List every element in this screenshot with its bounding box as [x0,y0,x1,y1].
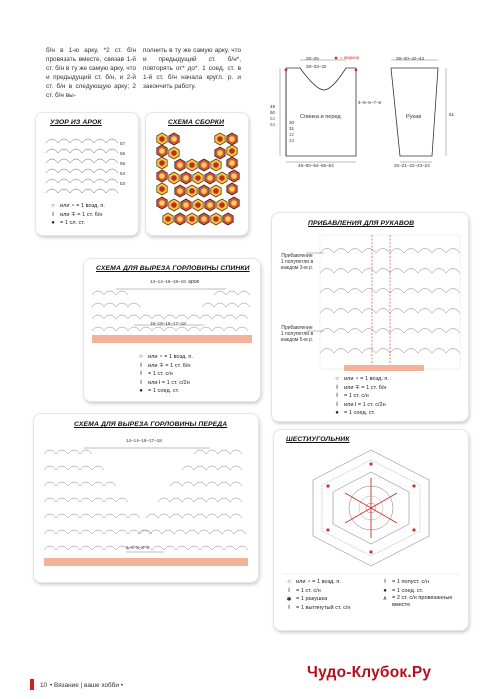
legend-row: ● = 1 соед. ст. [330,409,389,418]
sleeve-length: 51 [449,112,455,117]
shell-icon: ✱ [286,596,292,603]
text-column-2: полнить в ту же самую арку, что и предыдущий ст. б/н*, повторять от* до*. 1 соед. ст. в 1-й ст. б/н начала кругл. р. и закончить работу. [143,47,241,90]
text-column-1: б/н в 1-ю арку, *2 ст. б/н провязать вместе, связав 1-й ст. б/н в ту же самую арку, что и предыдущий ст. б/н, и 2-й ст. б/н в следующую арку; 2 ст. б/н вы- [46,47,136,99]
body-num-3: 33 [289,138,295,143]
sleeve-title: ПРИБАВЛЕНИЯ ДЛЯ РУКАВОВ [308,220,415,227]
sleeve-increases-panel [272,213,468,421]
legend-row: ł или ∓ = 1 ст. б/н [134,362,193,371]
height-num-1: 50 [270,110,276,115]
back-arch-label: арок [188,279,200,285]
double-crochet-icon: ł [140,371,142,378]
legend-row: ● = 1 соед. ст. [378,587,462,596]
arch-row-1: 56 [120,151,126,156]
legend-row: ł или ∓ = 1 ст. б/н [330,384,389,393]
pattern-schematic [266,44,471,174]
legend-row: ł или ł = 1 ст. с/2н [330,401,389,410]
body-num-1: 31 [289,126,295,131]
neck-width: 25–25 [306,56,319,61]
legend-row: ł = 1 полуст. с/н [378,578,462,587]
legend-row: ✱ = 1 ракушка [282,595,351,604]
legend-row: ł = 1 ст. с/н [134,370,193,379]
side-nums: 4–5–6–7–8 [358,100,381,105]
single-crochet-icon: ł [336,384,338,391]
double-crochet-icon: ł [288,587,290,594]
page-number: 10 [40,682,48,689]
sleeve-top-width: 38–40–42–44 [396,56,425,61]
assembly-motif-layout [146,113,248,235]
slip-stitch-icon: ● [139,388,143,395]
arch-legend [46,202,105,228]
back-neckline-title: СХЕМА ДЛЯ ВЫРЕЗА ГОРЛОВИНЫ СПИНКИ [96,265,250,272]
front-bottom-count: 6–6–8–8–8 [126,545,149,550]
height-num-0: 48 [270,104,276,109]
site-watermark: Чудо-Клубок.Ру [307,664,432,681]
pattern-drawing [266,44,471,174]
legend-row: ● = 1 соед. ст. [134,387,193,396]
hexagon-legend-right [378,578,462,612]
legend-row: ○ или ∘ = 1 возд. п. [282,578,351,587]
chain-icon: ○ [335,376,339,383]
single-crochet-icon: ł [140,362,142,369]
front-neckline-panel [34,414,258,582]
neck-width-2: 28–33–32 [306,64,327,69]
back-neckline-panel [84,259,260,401]
arch-row-2: 55 [120,161,126,166]
legend-row: ○ или ∘ = 1 возд. п. [46,202,105,211]
back-top-count: 14–14–16–18–18 [150,279,186,284]
marker-legend: = маркер [340,55,360,60]
legend-row: ○ или ∘ = 1 возд. п. [134,353,193,362]
sleeve-note-2: Прибавление 1 полупетли в каждом 5-м р. [280,325,314,343]
front-neckline-title: СХЕМА ДЛЯ ВЫРЕЗА ГОРЛОВИНЫ ПЕРЕДА [74,421,228,428]
arch-row-3: 54 [120,171,126,176]
legend-row: ł = 1 ст. с/н [282,587,351,596]
chain-icon: ○ [51,203,55,210]
chain-icon: ○ [139,354,143,361]
legend-row: ● = 1 сл. ст. [46,219,105,228]
half-double-icon: ł [384,579,386,586]
hexagon-title: ШЕСТИУГОЛЬНИК [286,436,350,443]
arch-pattern-title: УЗОР ИЗ АРОК [50,119,102,126]
sleeve-bottom-width: 20–21–22–23–24 [394,163,430,168]
back-mid-count: 16–16–16–17–18 [150,321,186,326]
double-crochet-icon: ł [336,393,338,400]
arch-row-4: 53 [120,181,126,186]
slip-stitch-icon: ● [51,220,55,227]
legend-row: ł = 1 ст. с/н [330,392,389,401]
legend-row: ł или ł = 1 ст. с/2н [134,379,193,388]
slip-stitch-icon: ● [383,587,387,594]
decrease-icon: ∧ [382,596,388,602]
assembly-title: СХЕМА СБОРКИ [168,119,225,126]
body-num-2: 32 [289,132,295,137]
legend-row: ○ или ∘ = 1 возд. п. [330,375,389,384]
back-legend [134,353,193,396]
single-crochet-icon: ł [52,211,54,218]
assembly-panel [146,113,248,235]
front-top-count: 14–14–16–17–18 [126,438,162,443]
legend-row: ∧ = 2 ст. с/н провязанные вместе [378,595,462,612]
body-num-0: 30 [289,120,295,125]
height-num-3: 54 [270,122,276,127]
chain-icon: ○ [287,579,291,586]
hexagon-legend-left [282,578,351,612]
hexagon-panel [274,430,468,630]
legend-row: ł = 1 вытянутый ст. с/н [282,604,351,613]
legend-row: ł или ∓ = 1 ст. б/н [46,211,105,220]
arch-row-0: 57 [120,141,126,146]
footer-magazine-name: • Вязание | ваше хобби • [50,682,123,689]
arch-pattern-panel [36,113,138,235]
sleeve-note-1: Прибавление 1 полупетли в каждом 3-м р. [280,253,314,271]
sleeve-label: Рукав [406,114,422,120]
sleeve-legend [330,375,389,418]
treble-crochet-icon: ł [140,379,142,386]
front-back-label: Спинка и перед [300,114,341,120]
slip-stitch-icon: ● [335,410,339,417]
footer-accent-bar [30,679,34,690]
elongated-stitch-icon: ł [288,604,290,611]
height-num-2: 52 [270,116,276,121]
bottom-width: 46–50–54–58–64 [298,163,334,168]
treble-crochet-icon: ł [336,401,338,408]
